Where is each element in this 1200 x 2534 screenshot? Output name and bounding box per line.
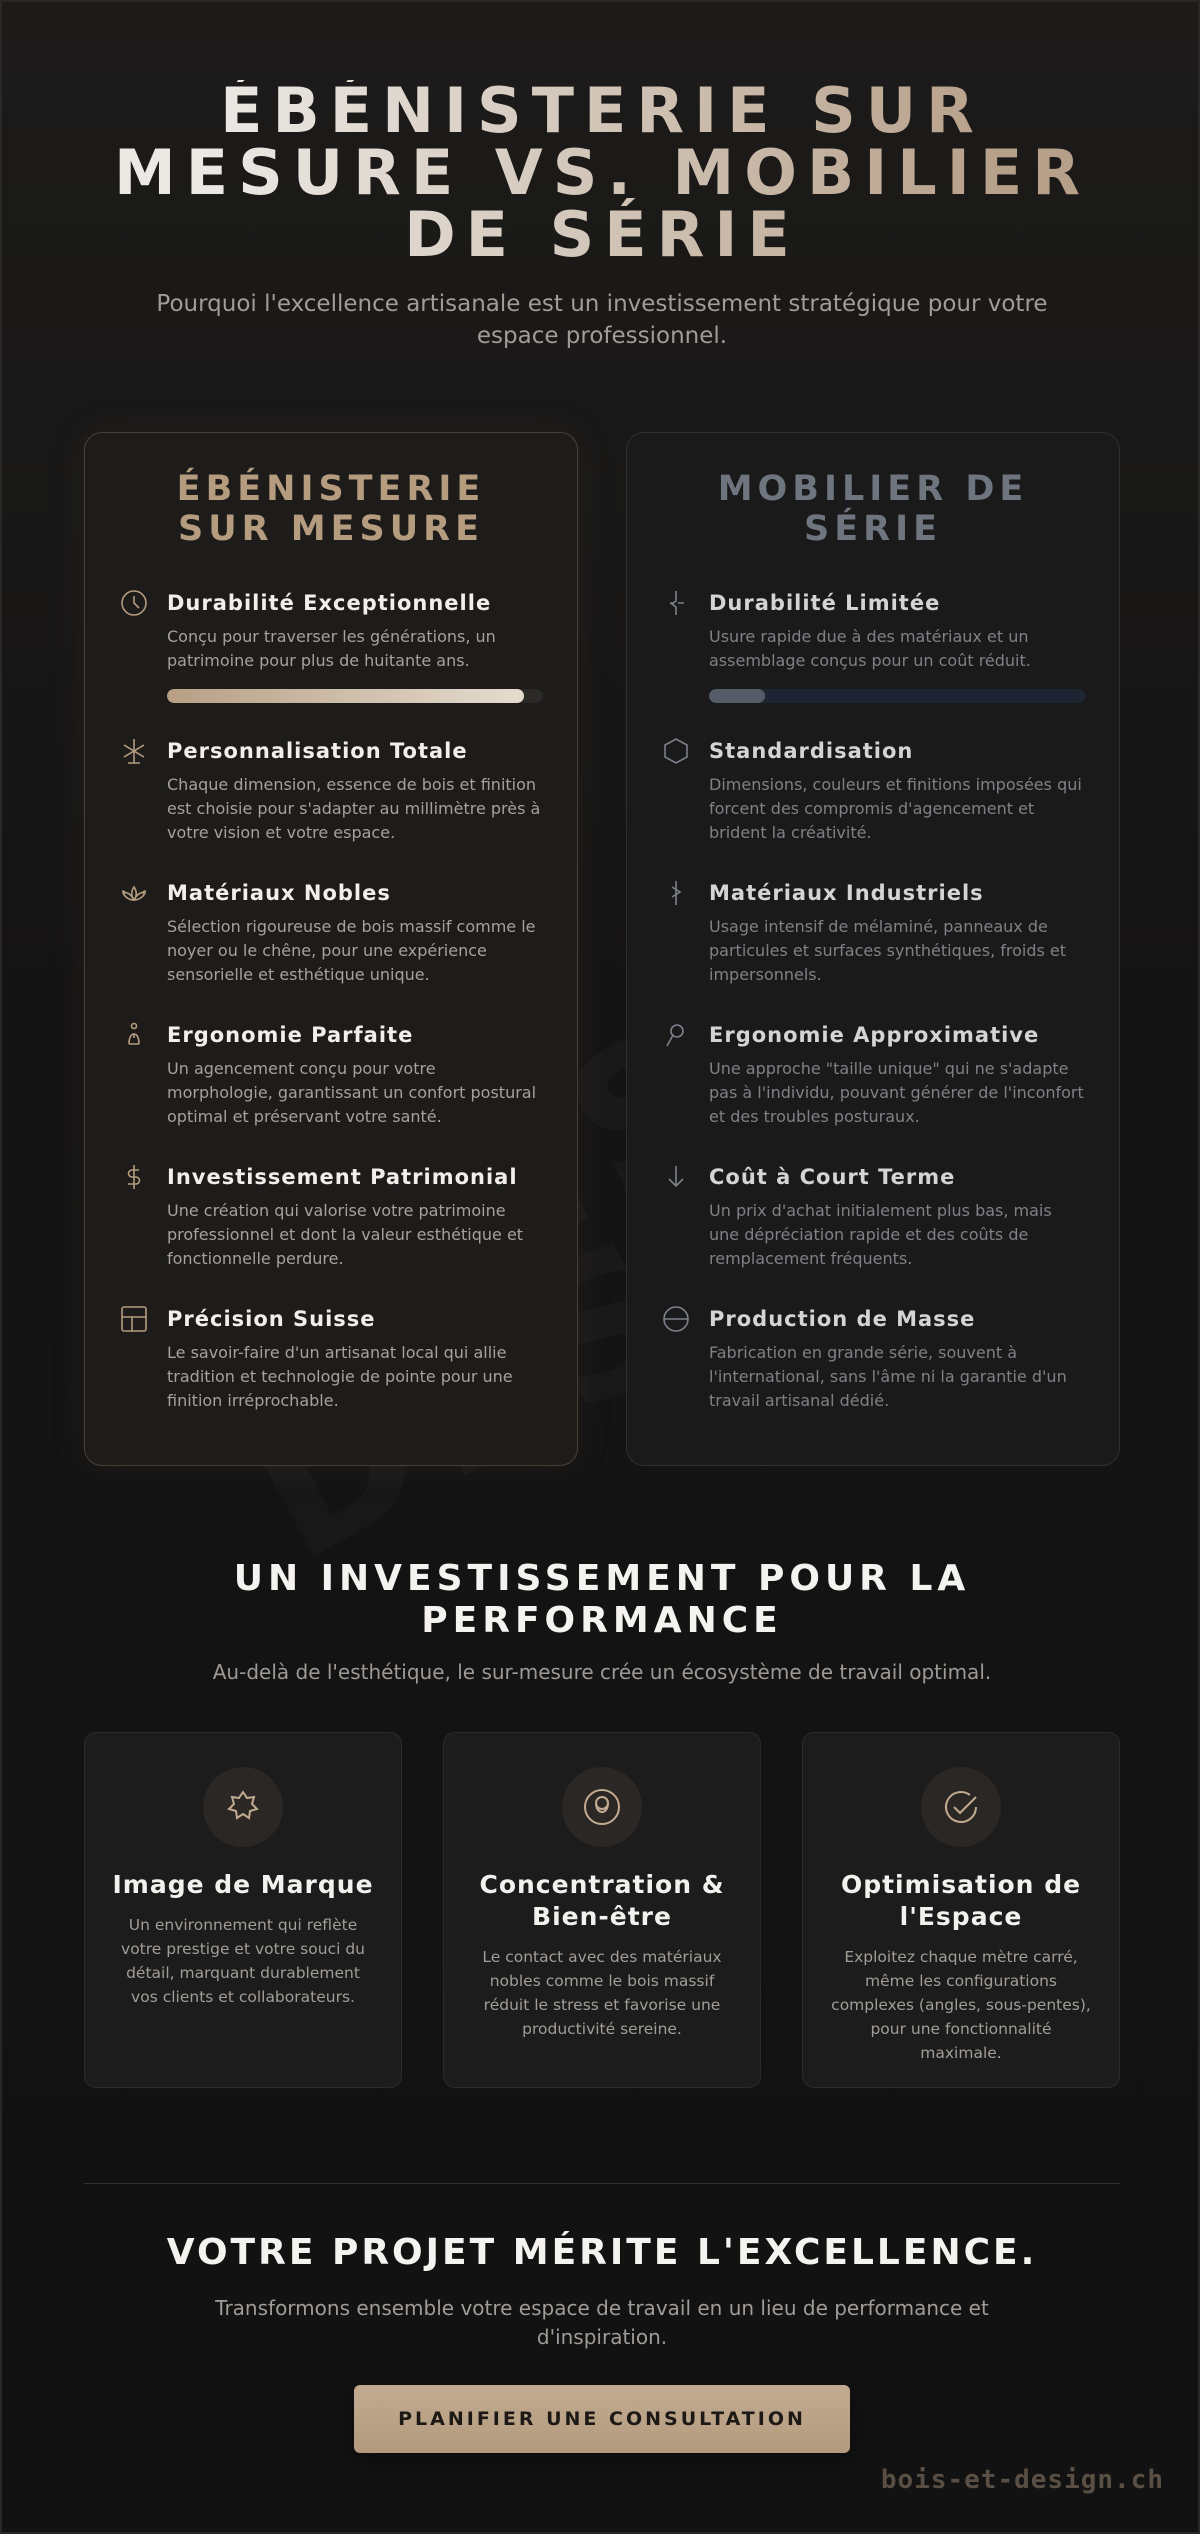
durability-bar-fill <box>709 689 765 703</box>
focus-icon <box>562 1767 642 1847</box>
feature-short-term-cost <box>661 1163 1085 1271</box>
clock-icon <box>119 588 149 618</box>
tool-icon <box>119 736 149 766</box>
lotus-icon <box>119 878 149 908</box>
feature-text: Un prix d'achat initialement plus bas, mais une dépréciation rapide et des coûts de remplacement fréquents. <box>709 1201 1052 1268</box>
benefit-text: Un environnement qui reflète votre prestige et votre souci du détail, marquant durablement vos clients et collaborateurs. <box>121 1916 365 2006</box>
feature-title: Durabilité Exceptionnelle <box>167 591 492 615</box>
feature-title: Standardisation <box>709 739 914 763</box>
series-card-title: MOBILIER DE SÉRIE <box>717 469 1029 549</box>
cta-section <box>2 2232 1200 2352</box>
person-icon <box>119 1020 149 1050</box>
feature-industrial-materials <box>661 879 1085 987</box>
feature-text: Chaque dimension, essence de bois et finition est choisie pour s'adapter au millimètre près à votre vision et votre espace. <box>167 775 541 842</box>
pin-icon <box>661 1020 691 1050</box>
hexagon-icon <box>661 736 691 766</box>
bolt-icon <box>661 878 691 908</box>
feature-title: Durabilité Limitée <box>709 591 941 615</box>
feature-text: Sélection rigoureuse de bois massif comme le noyer ou le chêne, pour une expérience sensorielle et esthétique unique. <box>167 917 536 984</box>
cta-text: Transformons ensemble votre espace de travail en un lieu de performance et d'inspiration. <box>215 2296 989 2349</box>
feature-approximate-ergonomics <box>661 1021 1085 1129</box>
circle-line-icon <box>661 1304 691 1334</box>
benefit-title: Optimisation de l'Espace <box>840 1870 1082 1931</box>
feature-text: Conçu pour traverser les générations, un patrimoine pour plus de huitante ans. <box>167 627 496 670</box>
benefit-card <box>443 1732 761 2088</box>
feature-text: Usage intensif de mélaminé, panneaux de particules et surfaces synthétiques, froids et impersonnels. <box>709 917 1067 984</box>
feature-durability <box>119 589 543 703</box>
feature-title: Coût à Court Terme <box>709 1165 956 1189</box>
grid-icon <box>119 1304 149 1334</box>
performance-title: UN INVESTISSEMENT POUR LA PERFORMANCE <box>233 1558 971 1641</box>
benefit-title: Image de Marque <box>112 1870 374 1899</box>
feature-title: Production de Masse <box>709 1307 976 1331</box>
feature-materials <box>119 879 543 987</box>
feature-text: Une création qui valorise votre patrimoine professionnel et dont la valeur esthétique et fonctionnelle perdure. <box>167 1201 524 1268</box>
site-url: bois-et-design.ch <box>880 2465 1164 2495</box>
broken-icon <box>661 588 691 618</box>
dollar-icon <box>119 1162 149 1192</box>
feature-ergonomics <box>119 1021 543 1129</box>
feature-text: Fabrication en grande série, souvent à l'international, sans l'âme ni la garantie d'un travail artisanal dédié. <box>709 1343 1067 1410</box>
check-circle-icon <box>921 1767 1001 1847</box>
feature-text: Usure rapide due à des matériaux et un assemblage conçus pour un coût réduit. <box>709 627 1031 670</box>
feature-text: Dimensions, couleurs et finitions imposées qui forcent des compromis d'agencement et brident la créativité. <box>709 775 1082 842</box>
durability-bar <box>709 689 1085 703</box>
series-card <box>626 432 1120 1466</box>
feature-text: Le savoir-faire d'un artisanat local qui allie tradition et technologie de pointe pour une finition irréprochable. <box>167 1343 513 1410</box>
section-divider <box>84 2183 1120 2184</box>
feature-title: Ergonomie Approximative <box>709 1023 1040 1047</box>
feature-investment <box>119 1163 543 1271</box>
performance-section <box>2 1558 1200 1684</box>
feature-title: Personnalisation Totale <box>167 739 468 763</box>
feature-personalisation <box>119 737 543 845</box>
feature-text: Un agencement conçu pour votre morphologie, garantissant un confort postural optimal et préservant votre santé. <box>167 1059 537 1126</box>
benefit-card <box>84 1732 402 2088</box>
hero <box>2 74 1200 352</box>
feature-limited-durability <box>661 589 1085 703</box>
page-title: ÉBÉNISTERIE SUR MESURE VS. MOBILIER DE SÉRIE <box>102 80 1102 266</box>
feature-standardisation <box>661 737 1085 845</box>
benefit-title: Concentration & Bien-être <box>479 1870 725 1931</box>
arrow-down-icon <box>661 1162 691 1192</box>
feature-title: Matériaux Nobles <box>167 881 391 905</box>
benefit-text: Le contact avec des matériaux nobles comme le bois massif réduit le stress et favorise une productivité sereine. <box>482 1948 722 2038</box>
badge-icon <box>203 1767 283 1847</box>
benefit-text: Exploitez chaque mètre carré, même les configurations complexes (angles, sous-pentes), pour une fonctionnalité maximale. <box>831 1948 1091 2062</box>
durability-bar <box>167 689 543 703</box>
feature-title: Précision Suisse <box>167 1307 376 1331</box>
feature-precision <box>119 1305 543 1413</box>
custom-card <box>84 432 578 1466</box>
custom-card-title: ÉBÉNISTERIE SUR MESURE <box>176 469 486 549</box>
consultation-button[interactable]: PLANIFIER UNE CONSULTATION <box>354 2385 850 2453</box>
performance-subtitle: Au-delà de l'esthétique, le sur-mesure crée un écosystème de travail optimal. <box>212 1660 992 1684</box>
page-subtitle: Pourquoi l'excellence artisanale est un investissement stratégique pour votre espace professionnel. <box>156 291 1048 349</box>
durability-bar-fill <box>167 689 524 703</box>
cta-title: VOTRE PROJET MÉRITE L'EXCELLENCE. <box>166 2232 1038 2273</box>
feature-mass-production <box>661 1305 1085 1413</box>
feature-title: Ergonomie Parfaite <box>167 1023 414 1047</box>
feature-title: Matériaux Industriels <box>709 881 984 905</box>
feature-title: Investissement Patrimonial <box>167 1165 518 1189</box>
feature-text: Une approche "taille unique" qui ne s'adapte pas à l'individu, pouvant générer de l'inconfort et des troubles posturaux. <box>709 1059 1084 1126</box>
benefit-card <box>802 1732 1120 2088</box>
